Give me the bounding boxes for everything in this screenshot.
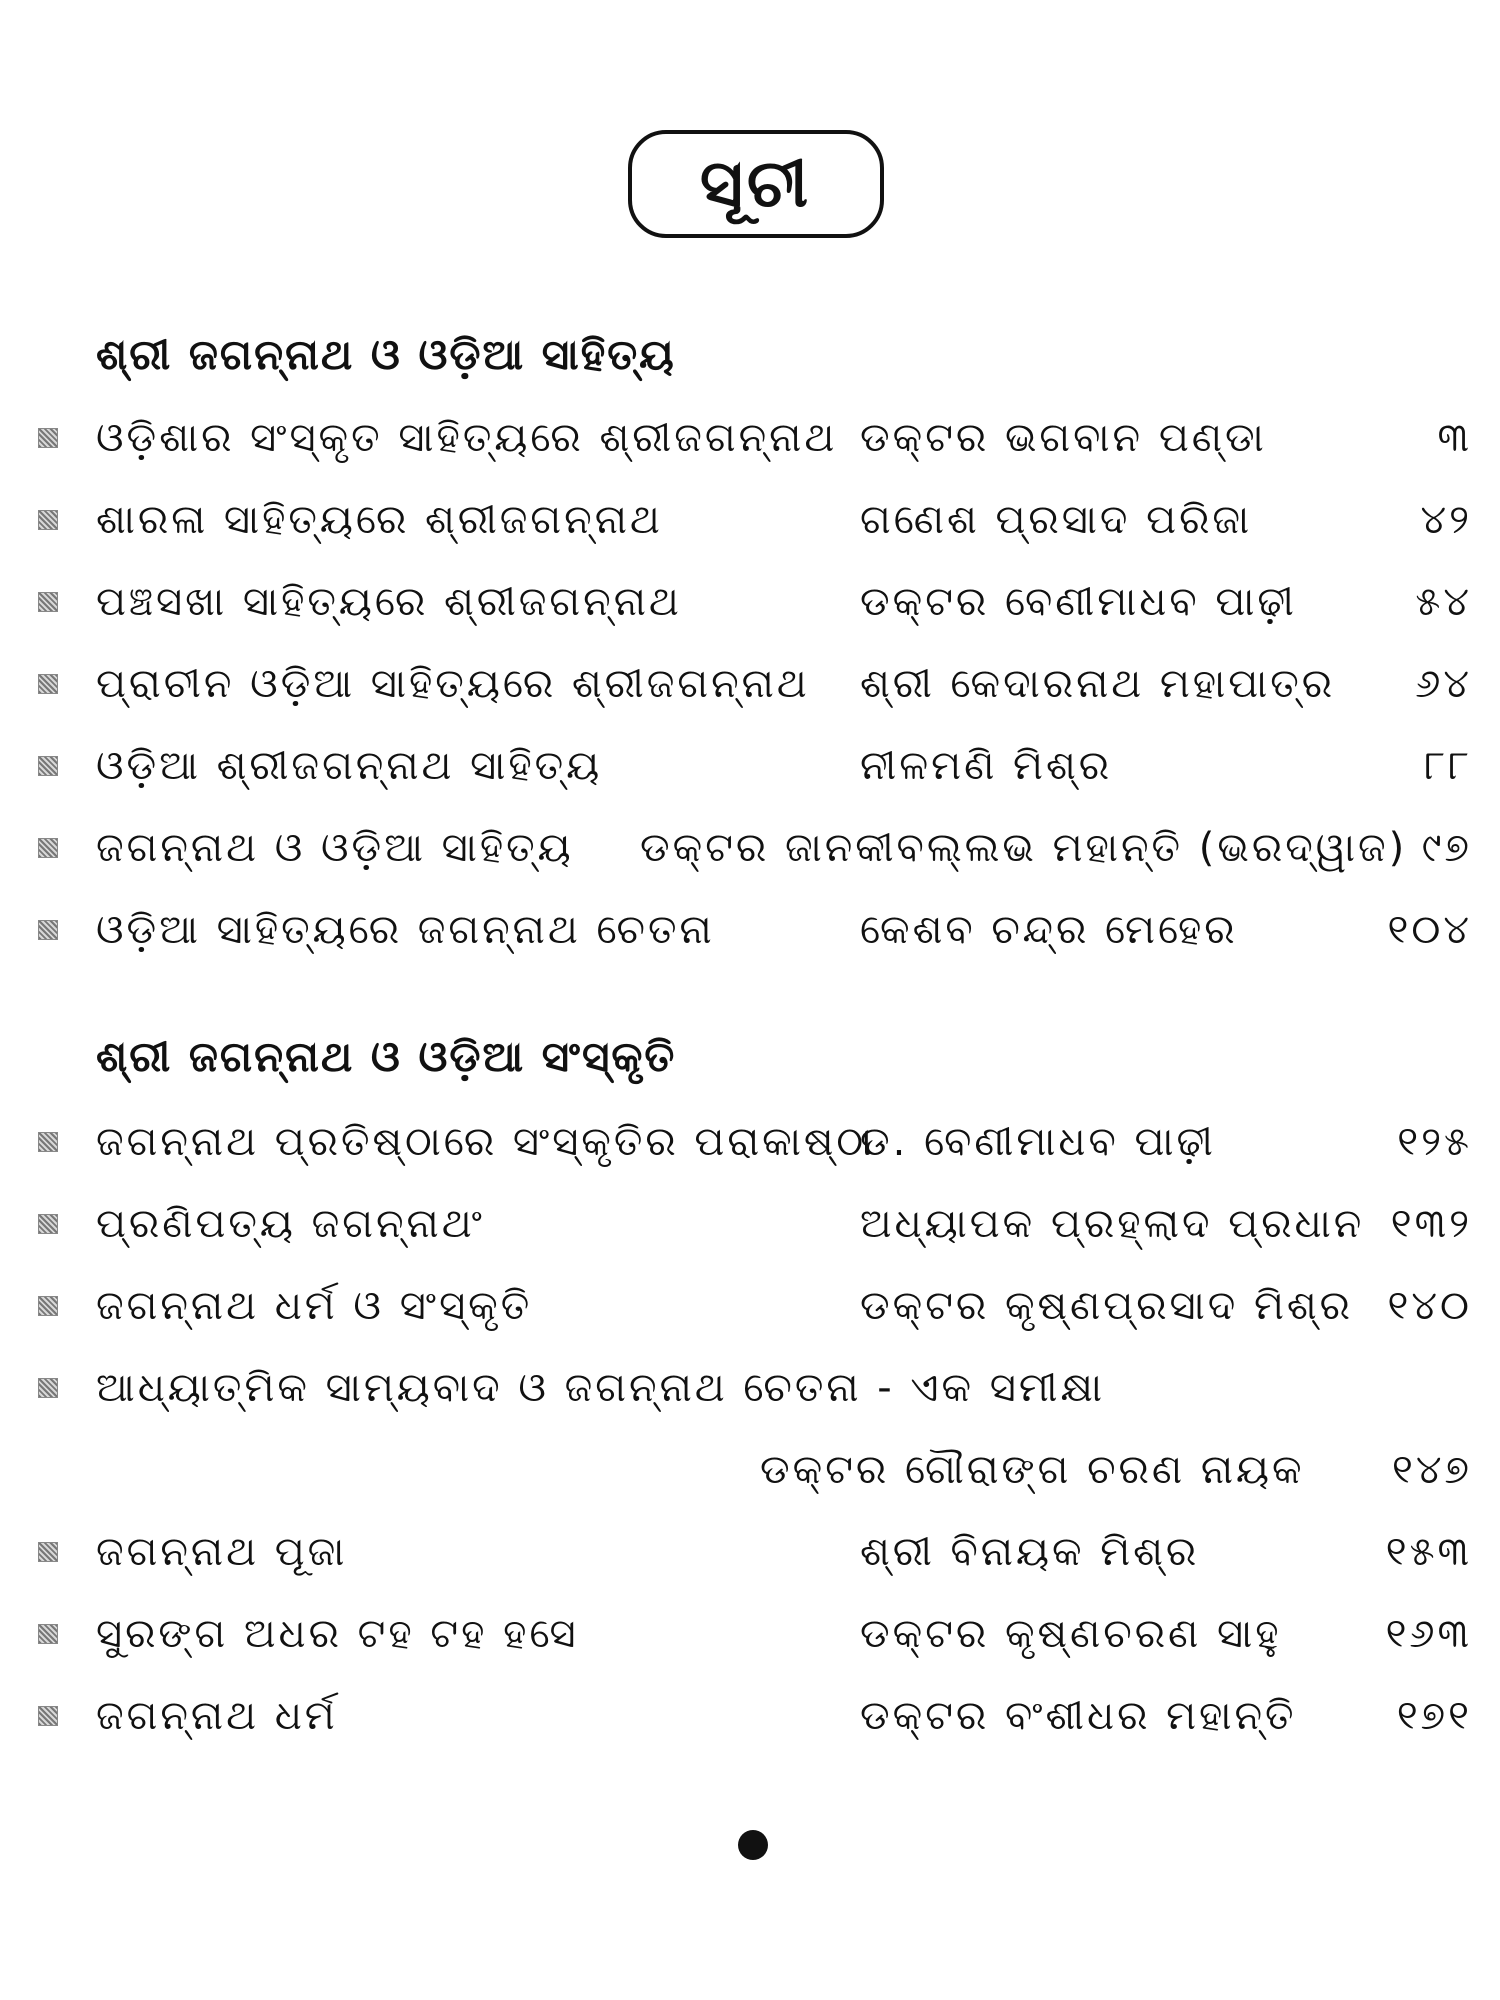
toc-entry[interactable] [0,484,1500,554]
entry-title: ପ୍ରାଚୀନ ଓଡ଼ିଆ ସାହିତ୍ୟରେ ଶ୍ରୀଜଗନ୍ନାଥ [96,661,810,707]
entry-page: ୩ [1437,415,1472,461]
entry-page: ୧୦୪ [1387,907,1472,953]
entry-title: ସୁରଙ୍ଗ ଅଧର ଟହ ଟହ ହସେ [96,1611,579,1657]
toc-entry[interactable] [0,730,1500,800]
entry-page: ୧୪୦ [1387,1283,1472,1329]
entry-author: ଅଧ୍ୟାପକ ପ୍ରହ୍ଲାଦ ପ୍ରଧାନ [860,1201,1365,1247]
bullet-icon [38,1132,58,1152]
toc-entry[interactable] [0,1106,1500,1176]
entry-author: ଡକ୍ଟର କୃଷ୍ଣପ୍ରସାଦ ମିଶ୍ର [860,1283,1353,1329]
entry-author: ଶ୍ରୀ ବିନାୟକ ମିଶ୍ର [860,1529,1200,1575]
entry-author: ଶ୍ରୀ କେଦାରନାଥ ମହାପାତ୍ର [860,661,1336,707]
entry-author: ଗଣେଶ ପ୍ରସାଦ ପରିଜା [860,497,1253,543]
bullet-icon [38,920,58,940]
bullet-icon [38,838,58,858]
toc-entry[interactable] [0,812,1500,882]
entry-title: ଜଗନ୍ନାଥ ପ୍ରତିଷ୍ଠାରେ ସଂସ୍କୃତିର ପରାକାଷ୍ଠା [96,1119,876,1165]
entry-page: ୧୭୧ [1396,1693,1472,1739]
bullet-icon [38,1214,58,1234]
bullet-icon [38,1542,58,1562]
entry-title: ଜଗନ୍ନାଥ ପୂଜା [96,1529,348,1575]
entry-author: ଡକ୍ଟର ଗୌରାଙ୍ଗ ଚରଣ ନାୟକ [760,1447,1305,1493]
entry-title: ପଞ୍ଚସଖା ସାହିତ୍ୟରେ ଶ୍ରୀଜଗନ୍ନାଥ [96,579,682,625]
toc-entry[interactable] [0,648,1500,718]
entry-title: ଜଗନ୍ନାଥ ଓ ଓଡ଼ିଆ ସାହିତ୍ୟ [96,825,574,871]
bullet-icon [38,592,58,612]
entry-title: ଓଡ଼ିଶାର ସଂସ୍କୃତ ସାହିତ୍ୟରେ ଶ୍ରୀଜଗନ୍ନାଥ [96,415,838,461]
entry-author: ଡକ୍ଟର ବେଣୀମାଧବ ପାଢ଼ୀ [860,579,1297,625]
toc-entry[interactable] [0,894,1500,964]
entry-author: ଡକ୍ଟର ବଂଶୀଧର ମହାନ୍ତି [860,1693,1297,1739]
section-heading: ଶ୍ରୀ ଜଗନ୍ନାଥ ଓ ଓଡ଼ିଆ ସଂସ୍କୃତି [96,1032,677,1081]
toc-entry[interactable] [0,1188,1500,1258]
entry-author: ଡ. ବେଣୀମାଧବ ପାଢ଼ୀ [860,1119,1216,1165]
entry-author: ଡକ୍ଟର ଭଗବାନ ପଣ୍ଡା [860,415,1267,461]
bullet-icon [38,510,58,530]
entry-page: ୧୪୭ [1392,1447,1472,1493]
entry-title: ପ୍ରଣିପତ୍ୟ ଜଗନ୍ନାଥଂ [96,1201,485,1247]
bullet-icon [38,1296,58,1316]
entry-page: ୫୪ [1415,579,1472,625]
page-title: ସୂଚୀ [628,130,884,238]
toc-entry[interactable] [0,1270,1500,1340]
end-dot-ornament [738,1830,768,1860]
bullet-icon [38,756,58,776]
entry-title: ଜଗନ୍ନାଥ ଧର୍ମ [96,1693,338,1739]
bullet-icon [38,1706,58,1726]
entry-author: ନୀଳମଣି ମିଶ୍ର [860,743,1113,789]
bullet-icon [38,1378,58,1398]
toc-entry[interactable] [0,402,1500,472]
toc-entry[interactable] [0,1352,1500,1422]
entry-title: ଓଡ଼ିଆ ସାହିତ୍ୟରେ ଜଗନ୍ନାଥ ଚେତନା [96,907,715,953]
toc-entry-continuation[interactable] [0,1434,1500,1504]
toc-entry[interactable] [0,1598,1500,1668]
entry-page: ୮୮ [1424,743,1472,789]
entry-page: ୧୫୩ [1385,1529,1472,1575]
entry-author: ଡକ୍ଟର କୃଷ୍ଣଚରଣ ସାହୁ [860,1611,1282,1657]
entry-page: ୧୬୩ [1385,1611,1472,1657]
bullet-icon [38,1624,58,1644]
section-heading: ଶ୍ରୀ ଜଗନ୍ନାଥ ଓ ଓଡ଼ିଆ ସାହିତ୍ୟ [96,330,676,379]
entry-page: ୪୨ [1420,497,1472,543]
entry-title: ଆଧ୍ୟାତ୍ମିକ ସାମ୍ୟବାଦ ଓ ଜଗନ୍ନାଥ ଚେତନା - ଏକ ସମୀକ୍ଷା [96,1365,1105,1411]
toc-entry[interactable] [0,566,1500,636]
toc-entry[interactable] [0,1516,1500,1586]
bullet-icon [38,674,58,694]
entry-author: କେଶବ ଚନ୍ଦ୍ର ମେହେର [860,907,1238,953]
entry-page: ୧୨୫ [1397,1119,1472,1165]
entry-page: ୧୩୨ [1390,1201,1472,1247]
entry-page: ୬୪ [1415,661,1472,707]
toc-entry[interactable] [0,1680,1500,1750]
entry-page: ୯୭ [1421,825,1472,871]
bullet-icon [38,428,58,448]
entry-author: ଡକ୍ଟର ଜାନକୀବଲ୍ଲଭ ମହାନ୍ତି (ଭରଦ୍ୱାଜ) [640,825,1408,871]
entry-title: ଓଡ଼ିଆ ଶ୍ରୀଜଗନ୍ନାଥ ସାହିତ୍ୟ [96,743,603,789]
entry-title: ଜଗନ୍ନାଥ ଧର୍ମ ଓ ସଂସ୍କୃତି [96,1283,533,1329]
entry-title: ଶାରଳା ସାହିତ୍ୟରେ ଶ୍ରୀଜଗନ୍ନାଥ [96,497,663,543]
